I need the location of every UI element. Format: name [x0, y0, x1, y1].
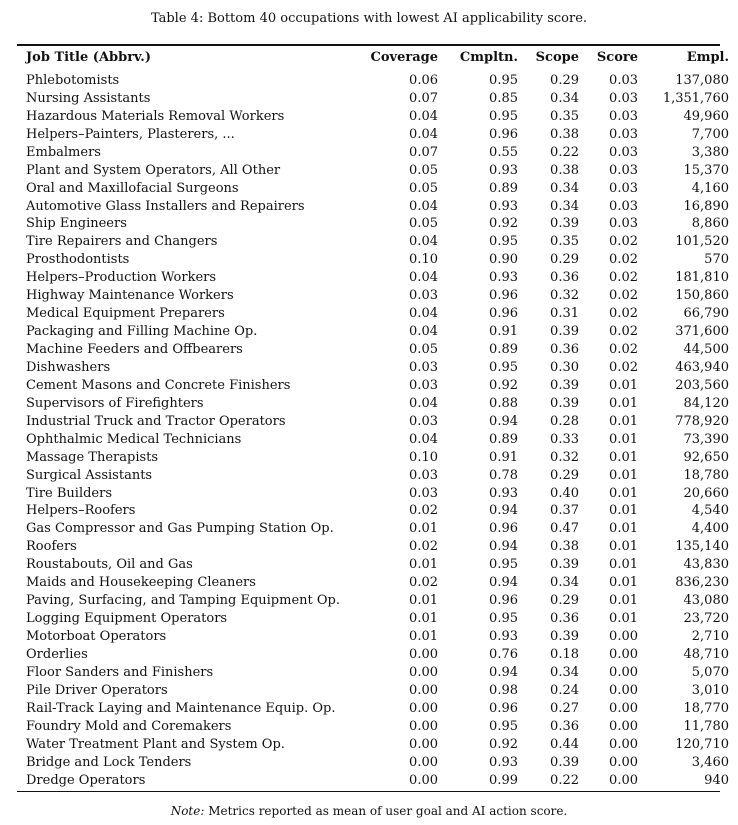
cell-coverage: 0.02: [409, 575, 438, 591]
cell-job-title: Water Treatment Plant and System Op.: [26, 736, 285, 752]
cell-employment: 3,010: [691, 682, 729, 698]
cell-coverage: 0.04: [409, 108, 438, 124]
cell-score: 0.03: [609, 162, 638, 178]
cell-score: 0.00: [609, 772, 638, 788]
cell-scope: 0.39: [550, 324, 579, 340]
table-row: [17, 448, 738, 466]
cell-coverage: 0.04: [409, 126, 438, 142]
table-row: [17, 681, 738, 699]
cell-coverage: 0.00: [409, 646, 438, 662]
cell-score: 0.01: [609, 503, 638, 519]
cell-score: 0.01: [609, 539, 638, 555]
cell-job-title: Ship Engineers: [26, 216, 127, 232]
cell-score: 0.01: [609, 395, 638, 411]
cell-job-title: Roofers: [26, 539, 77, 555]
cell-coverage: 0.07: [409, 144, 438, 160]
cell-completion: 0.96: [489, 593, 518, 609]
cell-score: 0.00: [609, 664, 638, 680]
cell-completion: 0.95: [489, 108, 518, 124]
cell-score: 0.01: [609, 575, 638, 591]
cell-job-title: Nursing Assistants: [26, 90, 151, 106]
table-row: [17, 107, 738, 125]
header-score: Score: [596, 49, 638, 65]
cell-score: 0.03: [609, 144, 638, 160]
cell-completion: 0.95: [489, 359, 518, 375]
table-row: [17, 502, 738, 520]
cell-employment: 5,070: [691, 664, 729, 680]
cell-scope: 0.39: [550, 395, 579, 411]
cell-job-title: Floor Sanders and Finishers: [26, 664, 214, 680]
table-note: [0, 803, 738, 819]
cell-employment: 3,460: [691, 754, 729, 770]
cell-scope: 0.34: [550, 90, 579, 106]
cell-scope: 0.35: [550, 108, 579, 124]
occupations-table-container: [17, 44, 729, 792]
cell-coverage: 0.04: [409, 395, 438, 411]
cell-employment: 8,860: [691, 216, 729, 232]
cell-job-title: Embalmers: [26, 144, 101, 160]
table-row: [17, 161, 738, 179]
cell-scope: 0.38: [550, 126, 579, 142]
table-row: [17, 753, 738, 771]
cell-score: 0.02: [609, 359, 638, 375]
cell-employment: 84,120: [683, 395, 729, 411]
cell-scope: 0.27: [550, 700, 579, 716]
table-row: [17, 323, 738, 341]
cell-employment: 3,380: [691, 144, 729, 160]
cell-completion: 0.93: [489, 198, 518, 214]
cell-scope: 0.34: [550, 198, 579, 214]
cell-score: 0.01: [609, 449, 638, 465]
cell-completion: 0.93: [489, 629, 518, 645]
cell-score: 0.02: [609, 306, 638, 322]
cell-completion: 0.96: [489, 306, 518, 322]
cell-job-title: Pile Driver Operators: [26, 682, 168, 698]
cell-employment: 4,160: [691, 180, 729, 196]
cell-coverage: 0.03: [409, 359, 438, 375]
cell-coverage: 0.00: [409, 718, 438, 734]
table-row: [17, 143, 738, 161]
cell-score: 0.00: [609, 736, 638, 752]
cell-completion: 0.98: [489, 682, 518, 698]
table-row: [17, 269, 738, 287]
cell-employment: 203,560: [675, 377, 729, 393]
cell-employment: 7,700: [691, 126, 729, 142]
table-row: [17, 430, 738, 448]
cell-coverage: 0.03: [409, 288, 438, 304]
cell-coverage: 0.10: [409, 252, 438, 268]
cell-scope: 0.39: [550, 754, 579, 770]
cell-scope: 0.22: [550, 772, 579, 788]
cell-score: 0.03: [609, 90, 638, 106]
cell-job-title: Dishwashers: [26, 359, 111, 375]
cell-scope: 0.31: [550, 306, 579, 322]
cell-completion: 0.93: [489, 485, 518, 501]
cell-completion: 0.89: [489, 180, 518, 196]
cell-scope: 0.36: [550, 718, 579, 734]
cell-completion: 0.90: [489, 252, 518, 268]
cell-completion: 0.91: [489, 449, 518, 465]
cell-job-title: Highway Maintenance Workers: [26, 288, 234, 304]
table-header: [17, 46, 738, 69]
cell-scope: 0.29: [550, 467, 579, 483]
cell-completion: 0.96: [489, 700, 518, 716]
cell-employment: 43,080: [683, 593, 729, 609]
cell-coverage: 0.04: [409, 270, 438, 286]
header-row: [17, 46, 738, 69]
table-row: [17, 574, 738, 592]
cell-scope: 0.44: [550, 736, 579, 752]
cell-completion: 0.96: [489, 126, 518, 142]
table-row: [17, 412, 738, 430]
cell-employment: 15,370: [683, 162, 729, 178]
cell-job-title: Dredge Operators: [26, 772, 146, 788]
cell-coverage: 0.03: [409, 467, 438, 483]
note-text: Metrics reported as mean of user goal and AI action score.: [204, 804, 568, 818]
cell-employment: 43,830: [683, 557, 729, 573]
cell-coverage: 0.01: [409, 557, 438, 573]
cell-completion: 0.93: [489, 270, 518, 286]
cell-scope: 0.32: [550, 449, 579, 465]
table-body: [17, 69, 738, 792]
table-row: [17, 233, 738, 251]
table-row: [17, 663, 738, 681]
cell-coverage: 0.02: [409, 503, 438, 519]
cell-scope: 0.30: [550, 359, 579, 375]
table-row: [17, 197, 738, 215]
header-scope: Scope: [535, 49, 579, 65]
table-row: [17, 735, 738, 753]
cell-job-title: Helpers–Production Workers: [26, 270, 217, 286]
table-row: [17, 771, 738, 791]
cell-completion: 0.89: [489, 431, 518, 447]
cell-job-title: Helpers–Painters, Plasterers, ...: [26, 126, 235, 142]
cell-employment: 92,650: [683, 449, 729, 465]
cell-employment: 836,230: [675, 575, 729, 591]
cell-score: 0.01: [609, 431, 638, 447]
cell-completion: 0.89: [489, 342, 518, 358]
cell-completion: 0.96: [489, 521, 518, 537]
cell-employment: 120,710: [675, 736, 729, 752]
cell-job-title: Massage Therapists: [26, 449, 159, 465]
table-row: [17, 359, 738, 377]
cell-coverage: 0.00: [409, 736, 438, 752]
cell-job-title: Machine Feeders and Offbearers: [26, 342, 243, 358]
cell-completion: 0.99: [489, 772, 518, 788]
cell-score: 0.00: [609, 629, 638, 645]
table-row: [17, 394, 738, 412]
cell-score: 0.01: [609, 521, 638, 537]
cell-coverage: 0.04: [409, 234, 438, 250]
cell-scope: 0.38: [550, 539, 579, 555]
cell-employment: 20,660: [683, 485, 729, 501]
cell-employment: 66,790: [683, 306, 729, 322]
cell-employment: 371,600: [675, 324, 729, 340]
table-row: [17, 699, 738, 717]
cell-score: 0.03: [609, 180, 638, 196]
cell-score: 0.03: [609, 108, 638, 124]
cell-scope: 0.39: [550, 629, 579, 645]
cell-coverage: 0.01: [409, 611, 438, 627]
cell-employment: 570: [704, 252, 729, 268]
cell-job-title: Orderlies: [26, 646, 88, 662]
cell-completion: 0.93: [489, 754, 518, 770]
cell-job-title: Industrial Truck and Tractor Operators: [26, 413, 286, 429]
cell-coverage: 0.03: [409, 377, 438, 393]
cell-coverage: 0.06: [409, 72, 438, 88]
table-row: [17, 69, 738, 90]
table-row: [17, 592, 738, 610]
table-row: [17, 179, 738, 197]
cell-scope: 0.32: [550, 288, 579, 304]
cell-scope: 0.47: [550, 521, 579, 537]
cell-score: 0.02: [609, 288, 638, 304]
occupations-table: [17, 46, 738, 792]
cell-completion: 0.88: [489, 395, 518, 411]
cell-employment: 73,390: [683, 431, 729, 447]
cell-score: 0.02: [609, 324, 638, 340]
cell-scope: 0.39: [550, 377, 579, 393]
cell-employment: 4,540: [691, 503, 729, 519]
cell-coverage: 0.04: [409, 306, 438, 322]
cell-coverage: 0.05: [409, 162, 438, 178]
cell-scope: 0.36: [550, 342, 579, 358]
table-row: [17, 717, 738, 735]
cell-score: 0.02: [609, 342, 638, 358]
cell-completion: 0.94: [489, 503, 518, 519]
cell-job-title: Automotive Glass Installers and Repairers: [26, 198, 305, 214]
cell-coverage: 0.04: [409, 431, 438, 447]
cell-scope: 0.22: [550, 144, 579, 160]
cell-completion: 0.78: [489, 467, 518, 483]
cell-completion: 0.95: [489, 72, 518, 88]
cell-job-title: Paving, Surfacing, and Tamping Equipment Op.: [26, 593, 340, 609]
cell-completion: 0.94: [489, 664, 518, 680]
cell-scope: 0.40: [550, 485, 579, 501]
cell-completion: 0.55: [489, 144, 518, 160]
cell-completion: 0.76: [489, 646, 518, 662]
cell-employment: 4,400: [691, 521, 729, 537]
cell-job-title: Cement Masons and Concrete Finishers: [26, 377, 291, 393]
cell-scope: 0.38: [550, 162, 579, 178]
cell-coverage: 0.01: [409, 629, 438, 645]
cell-job-title: Plant and System Operators, All Other: [26, 162, 281, 178]
cell-score: 0.03: [609, 198, 638, 214]
cell-score: 0.01: [609, 467, 638, 483]
cell-employment: 18,770: [683, 700, 729, 716]
cell-scope: 0.36: [550, 270, 579, 286]
cell-job-title: Packaging and Filling Machine Op.: [26, 324, 258, 340]
cell-coverage: 0.00: [409, 772, 438, 788]
table-row: [17, 466, 738, 484]
header-job-title: Job Title (Abbrv.): [26, 49, 151, 65]
table-row: [17, 251, 738, 269]
cell-employment: 101,520: [675, 234, 729, 250]
cell-employment: 23,720: [683, 611, 729, 627]
cell-completion: 0.92: [489, 736, 518, 752]
cell-job-title: Gas Compressor and Gas Pumping Station Op.: [26, 521, 334, 537]
cell-coverage: 0.02: [409, 539, 438, 555]
cell-scope: 0.39: [550, 216, 579, 232]
cell-job-title: Supervisors of Firefighters: [26, 395, 204, 411]
cell-employment: 135,140: [675, 539, 729, 555]
cell-completion: 0.92: [489, 216, 518, 232]
header-coverage: Coverage: [370, 49, 438, 65]
cell-completion: 0.94: [489, 575, 518, 591]
cell-completion: 0.95: [489, 611, 518, 627]
cell-employment: 44,500: [683, 342, 729, 358]
cell-coverage: 0.03: [409, 413, 438, 429]
cell-job-title: Medical Equipment Preparers: [26, 306, 225, 322]
cell-scope: 0.33: [550, 431, 579, 447]
cell-job-title: Rail-Track Laying and Maintenance Equip. Op.: [26, 700, 336, 716]
cell-completion: 0.95: [489, 234, 518, 250]
table-row: [17, 538, 738, 556]
cell-job-title: Prosthodontists: [26, 252, 130, 268]
cell-employment: 150,860: [675, 288, 729, 304]
cell-employment: 2,710: [691, 629, 729, 645]
cell-score: 0.00: [609, 682, 638, 698]
cell-score: 0.02: [609, 252, 638, 268]
table-row: [17, 287, 738, 305]
cell-coverage: 0.05: [409, 216, 438, 232]
cell-completion: 0.94: [489, 539, 518, 555]
cell-coverage: 0.10: [409, 449, 438, 465]
table-row: [17, 89, 738, 107]
cell-completion: 0.94: [489, 413, 518, 429]
cell-scope: 0.37: [550, 503, 579, 519]
cell-score: 0.02: [609, 234, 638, 250]
table-row: [17, 628, 738, 646]
cell-scope: 0.29: [550, 72, 579, 88]
cell-job-title: Surgical Assistants: [26, 467, 153, 483]
cell-score: 0.03: [609, 216, 638, 232]
cell-job-title: Helpers–Roofers: [26, 503, 136, 519]
cell-score: 0.01: [609, 611, 638, 627]
table-row: [17, 125, 738, 143]
cell-completion: 0.91: [489, 324, 518, 340]
header-employment: Empl.: [686, 49, 729, 65]
cell-coverage: 0.00: [409, 700, 438, 716]
cell-employment: 48,710: [683, 646, 729, 662]
cell-score: 0.00: [609, 646, 638, 662]
cell-job-title: Motorboat Operators: [26, 629, 167, 645]
cell-coverage: 0.05: [409, 180, 438, 196]
table-row: [17, 376, 738, 394]
header-completion: Cmpltn.: [459, 49, 518, 65]
cell-employment: 16,890: [683, 198, 729, 214]
cell-score: 0.02: [609, 270, 638, 286]
cell-scope: 0.29: [550, 252, 579, 268]
cell-scope: 0.29: [550, 593, 579, 609]
cell-job-title: Ophthalmic Medical Technicians: [26, 431, 242, 447]
cell-score: 0.01: [609, 413, 638, 429]
cell-score: 0.01: [609, 557, 638, 573]
table-row: [17, 520, 738, 538]
cell-coverage: 0.07: [409, 90, 438, 106]
cell-coverage: 0.01: [409, 593, 438, 609]
cell-completion: 0.95: [489, 557, 518, 573]
cell-coverage: 0.00: [409, 754, 438, 770]
cell-job-title: Tire Builders: [26, 485, 113, 501]
cell-completion: 0.85: [489, 90, 518, 106]
cell-job-title: Phlebotomists: [26, 72, 120, 88]
cell-score: 0.00: [609, 718, 638, 734]
table-row: [17, 305, 738, 323]
table-row: [17, 556, 738, 574]
cell-employment: 181,810: [675, 270, 729, 286]
cell-job-title: Foundry Mold and Coremakers: [26, 718, 232, 734]
cell-scope: 0.39: [550, 557, 579, 573]
cell-score: 0.01: [609, 593, 638, 609]
cell-coverage: 0.03: [409, 485, 438, 501]
cell-completion: 0.95: [489, 718, 518, 734]
cell-score: 0.03: [609, 126, 638, 142]
cell-coverage: 0.01: [409, 521, 438, 537]
cell-coverage: 0.00: [409, 682, 438, 698]
table-row: [17, 484, 738, 502]
cell-completion: 0.92: [489, 377, 518, 393]
cell-employment: 1,351,760: [662, 90, 729, 106]
cell-completion: 0.93: [489, 162, 518, 178]
cell-job-title: Tire Repairers and Changers: [26, 234, 218, 250]
cell-employment: 18,780: [683, 467, 729, 483]
cell-score: 0.00: [609, 700, 638, 716]
cell-job-title: Bridge and Lock Tenders: [26, 754, 192, 770]
cell-scope: 0.34: [550, 664, 579, 680]
cell-score: 0.01: [609, 377, 638, 393]
table-row: [17, 646, 738, 664]
table-caption: Table 4: Bottom 40 occupations with lowest AI applicability score.: [150, 11, 588, 26]
cell-job-title: Roustabouts, Oil and Gas: [26, 557, 193, 573]
cell-score: 0.00: [609, 754, 638, 770]
cell-scope: 0.34: [550, 575, 579, 591]
cell-scope: 0.34: [550, 180, 579, 196]
cell-score: 0.03: [609, 72, 638, 88]
cell-employment: 940: [704, 772, 729, 788]
cell-scope: 0.35: [550, 234, 579, 250]
cell-employment: 49,960: [683, 108, 729, 124]
cell-job-title: Oral and Maxillofacial Surgeons: [26, 180, 239, 196]
cell-coverage: 0.05: [409, 342, 438, 358]
cell-completion: 0.96: [489, 288, 518, 304]
cell-job-title: Maids and Housekeeping Cleaners: [26, 575, 256, 591]
table-row: [17, 341, 738, 359]
table-row: [17, 215, 738, 233]
note-label: Note:: [170, 804, 205, 818]
cell-scope: 0.24: [550, 682, 579, 698]
cell-coverage: 0.04: [409, 324, 438, 340]
cell-scope: 0.18: [550, 646, 579, 662]
cell-scope: 0.28: [550, 413, 579, 429]
bottom-rule: [17, 791, 720, 792]
cell-scope: 0.36: [550, 611, 579, 627]
cell-employment: 463,940: [675, 359, 729, 375]
cell-employment: 778,920: [675, 413, 729, 429]
cell-job-title: Hazardous Materials Removal Workers: [26, 108, 285, 124]
cell-coverage: 0.04: [409, 198, 438, 214]
cell-score: 0.01: [609, 485, 638, 501]
table-row: [17, 610, 738, 628]
cell-job-title: Logging Equipment Operators: [26, 611, 228, 627]
cell-employment: 137,080: [675, 72, 729, 88]
cell-employment: 11,780: [683, 718, 729, 734]
cell-coverage: 0.00: [409, 664, 438, 680]
